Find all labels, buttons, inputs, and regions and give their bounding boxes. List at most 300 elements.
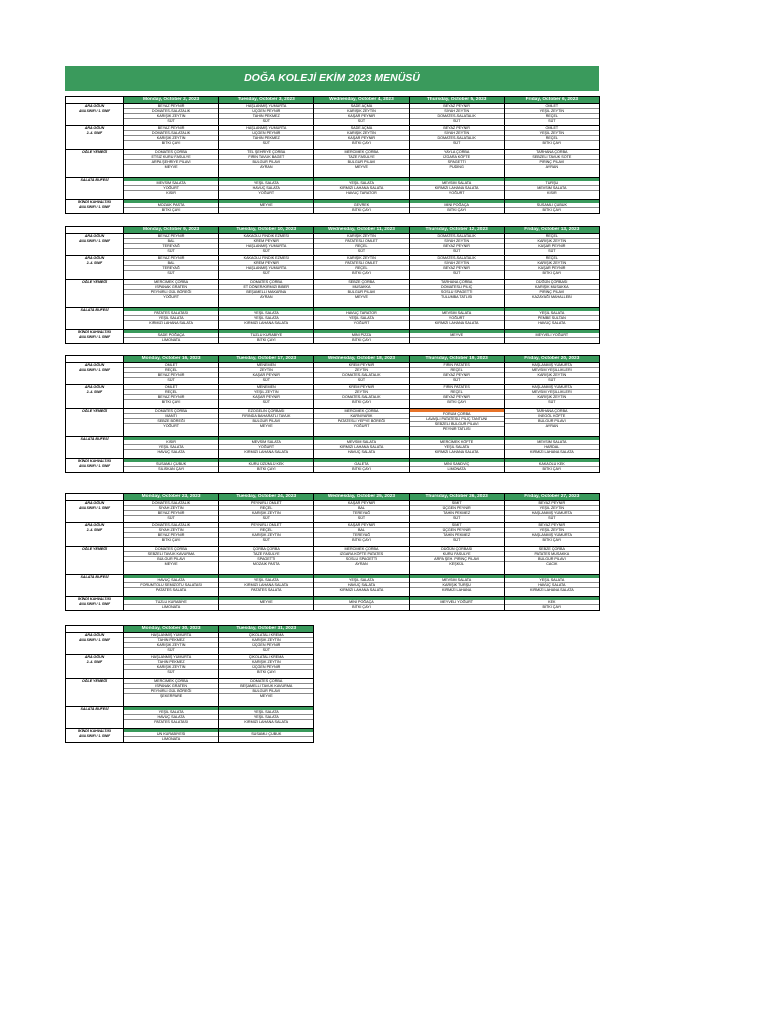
menu-item: MEVSİM SALATA: [410, 311, 504, 316]
menu-item: BİTKİ ÇAYI: [542, 467, 562, 472]
menu-item: SÜT: [548, 516, 556, 521]
meal-label-line: ARA ÖĞÜN: [84, 655, 105, 659]
meal-label-line: ARA ÖĞÜN: [84, 523, 105, 527]
menu-item: KARIŞIK ZEYTİN: [124, 136, 218, 141]
menu-item: KREM PEYNİR: [219, 239, 313, 244]
menu-cell: [314, 308, 409, 330]
menu-item: YOĞURT: [448, 191, 465, 196]
menu-item: SEBZELİ BULGUR PİLAVI: [410, 422, 504, 427]
meal-row: [66, 729, 314, 743]
menu-cell: [124, 234, 219, 256]
day-header: Friday, October 6, 2023: [504, 97, 599, 104]
menu-item: LAVAŞLI PATATESLİ PİLİÇ TANTUNİ: [410, 417, 504, 422]
menu-cell: [504, 104, 599, 126]
day-header: Wednesday, October 4, 2023: [314, 97, 409, 104]
menu-item: KAŞAR PEYNİR: [314, 136, 408, 141]
menu-cell: [219, 655, 314, 679]
menu-item: HAŞLANMIŞ YUMURTA: [505, 385, 599, 390]
menu-item: KIRMIZI LAHANA SALATA: [339, 588, 384, 593]
menu-item: KEK: [505, 600, 599, 605]
menu-cell: [219, 409, 314, 437]
menu-cell: [124, 655, 219, 679]
menu-item: SÜT: [357, 516, 366, 521]
menu-item: DOMATES ÇORBA: [219, 280, 313, 285]
menu-item: SÜT: [262, 271, 270, 276]
menu-cell: [219, 330, 314, 344]
day-header: Thursday, October 19, 2023: [409, 356, 504, 363]
menu-item: PEYNİRLİ OMLET: [219, 501, 313, 506]
menu-item: LİMONATA: [161, 605, 181, 610]
menu-item: KAŞAR PEYNİR: [219, 373, 313, 378]
menu-item: SİYAH ZEYTİN: [410, 131, 504, 136]
meal-label-line: ÖĞLE YEMEĞİ: [81, 280, 108, 284]
menu-item: KREM PEYNİR: [219, 261, 313, 266]
menu-item: KAKAOLU KEK: [505, 462, 599, 467]
menu-cell: [124, 178, 219, 200]
menu-item: SPAGETTİ: [219, 557, 313, 562]
menu-cell: [314, 409, 409, 437]
menu-item: REÇEL: [314, 244, 408, 249]
day-header: Monday, October 23, 2023: [124, 494, 219, 501]
meal-label-line: SALATA BÜFESİ: [80, 437, 109, 441]
menu-cell: [314, 385, 409, 409]
menu-item: BULGUR PİLAVI: [314, 290, 408, 295]
meal-row: [66, 280, 600, 308]
menu-item: TAHİN PEKMEZ: [124, 638, 218, 643]
meal-label-line: ANA SINIFI / 1. SINIF: [78, 204, 111, 209]
menu-item: AYRAN: [260, 295, 273, 300]
meal-label: [66, 707, 124, 729]
meal-label-line: ANA SINIFI / 1. SINIF: [78, 733, 111, 738]
menu-cell: [219, 104, 314, 126]
menu-cell: [409, 501, 504, 523]
menu-item: FIRIN TAVUK BAGET: [219, 155, 313, 160]
meal-label-line: İKİNDİ KAHVALTISI: [78, 597, 111, 601]
menu-item: KARIŞIK ZEYTİN: [314, 109, 408, 114]
menu-cell: [219, 280, 314, 308]
week-table: [65, 625, 314, 743]
menu-item: BEYAZ PEYNİR: [505, 501, 599, 506]
menu-item: DÜĞÜN ÇORBASI: [410, 547, 504, 552]
menu-cell: [219, 200, 314, 214]
menu-item: KARNIYARIK: [314, 414, 408, 419]
menu-item: SÜT: [548, 249, 556, 254]
menu-item: BULGUR PİLAVI: [505, 557, 599, 562]
menu-cell: [314, 126, 409, 150]
menu-cell: [314, 523, 409, 547]
menu-item: ET DÖNER/KIRMIZI BİBER: [219, 285, 313, 290]
menu-item: MERCİMEK ÇORBA: [124, 679, 218, 684]
menu-item: SOSLU SPAGETTİ: [314, 557, 408, 562]
menu-cell: [219, 459, 314, 473]
menu-item: OMLET: [124, 385, 218, 390]
menu-cell: [124, 523, 219, 547]
menu-item: BULGUR PİLAVI: [505, 419, 599, 424]
meal-row: [66, 633, 314, 655]
menu-item: BULGUR PİLAVI: [219, 419, 313, 424]
menu-item: [505, 338, 599, 342]
menu-item: ZEYTİN: [314, 390, 408, 395]
menu-cell: [409, 126, 504, 150]
menu-item: DOMATES-SALATALIK: [124, 131, 218, 136]
meal-label-line: ANA SINIFI / 1. SINIF: [78, 334, 111, 339]
menu-item: YEŞİL SALATA: [219, 710, 313, 715]
menu-cell: [124, 501, 219, 523]
menu-cell: [219, 256, 314, 280]
meal-row: [66, 501, 600, 523]
menu-cell: [409, 597, 504, 611]
menu-item: KAKAOLU FINDIK EZMESİ: [219, 256, 313, 261]
menu-item: KAŞAR PEYNİR: [314, 523, 408, 528]
menu-cell: [504, 308, 599, 330]
menu-item: BEYAZ PEYNİR: [410, 395, 504, 400]
menu-item: TAHİN PEKMEZ: [410, 511, 504, 516]
menu-item: BAL: [314, 506, 408, 511]
menu-item: FORUMTOLU SEMİZOTU SALATASI: [124, 583, 218, 588]
meal-label-line: 2.-4. SINIF: [86, 260, 103, 265]
menu-item: KAŞAR PEYNİR: [505, 266, 599, 271]
menu-cell: [504, 547, 599, 575]
menu-cell: [219, 501, 314, 523]
menu-item: LİMONATA: [447, 467, 466, 472]
meal-row: [66, 547, 600, 575]
menu-item: BİTKİ ÇAYI: [542, 141, 562, 146]
menu-item: HAŞLANMIŞ YUMURTA: [219, 104, 313, 109]
menu-cell: [124, 707, 219, 729]
menu-item: DOMATES-SALATALIK: [410, 234, 504, 239]
day-header: Friday, October 13, 2023: [504, 227, 599, 234]
menu-item: MENEMEN: [219, 385, 313, 390]
menu-item: BİTKİ ÇAYI: [352, 208, 371, 213]
menu-cell: [504, 178, 599, 200]
menu-item: SÜT: [262, 141, 270, 146]
menu-item: YOĞURT: [163, 295, 179, 300]
menu-item: REÇEL: [219, 506, 313, 511]
menu-cell: [124, 437, 219, 459]
menu-item: MEVSİM SALATA: [505, 186, 599, 191]
menu-item: DOMATES-SALATALIK: [314, 395, 408, 400]
menu-cell: [504, 523, 599, 547]
menu-cell: [219, 150, 314, 178]
menu-cell: [219, 308, 314, 330]
menu-item: TAHİN PEKMEZ: [219, 114, 313, 119]
meal-label: [66, 234, 124, 256]
meal-label-line: ÖĞLE YEMEĞİ: [81, 679, 108, 683]
menu-item: [410, 605, 504, 609]
menu-item: OMLET: [505, 104, 599, 109]
menu-item: PİRİNÇ PİLAVI: [505, 160, 599, 165]
menu-item: HAVUÇ SALATA: [124, 578, 218, 583]
menu-cell: [124, 104, 219, 126]
menu-item: PATATES MUSAKKA: [505, 552, 599, 557]
menu-item: SEBZE ÇORBA: [314, 280, 408, 285]
menu-cell: [219, 126, 314, 150]
menu-item: KIRMIZI LAHANA SALATA: [434, 321, 479, 326]
menu-item: DOMATES-SALATALIK: [410, 136, 504, 141]
meal-label: [66, 104, 124, 126]
menu-item: SÜT: [262, 119, 270, 124]
menu-item: REÇEL: [505, 114, 599, 119]
meal-label: [66, 459, 124, 473]
menu-item: PATATESLİ OMLET: [314, 239, 408, 244]
menu-item: OMLET: [124, 363, 218, 368]
menu-item: BİTKİ ÇAYI: [542, 208, 562, 213]
day-header: Monday, October 9, 2023: [124, 227, 219, 234]
menu-item: KARIŞIK ZEYTİN: [505, 395, 599, 400]
menu-item: KARIŞIK ZEYTİN: [219, 638, 313, 643]
menu-cell: [219, 633, 314, 655]
menu-cell: [124, 633, 219, 655]
menu-item: KARIŞIK ZEYTİN: [505, 373, 599, 378]
meal-row: [66, 126, 600, 150]
meal-row: [66, 234, 600, 256]
menu-item: YEŞİL SALATA: [124, 316, 218, 321]
menu-item: PATATES SALATA: [251, 588, 282, 593]
day-header: Thursday, October 12, 2023: [409, 227, 504, 234]
meal-label-line: ANA SINIFI / 1. SINIF: [78, 238, 111, 243]
menu-item: MİNİ POĞAÇA: [314, 600, 408, 605]
header-corner: [66, 97, 124, 104]
menu-cell: [124, 256, 219, 280]
menu-item: BULGUR PİLAVI: [314, 160, 408, 165]
meal-row: [66, 597, 600, 611]
menu-item: MANTI: [124, 414, 218, 419]
menu-cell: [124, 679, 219, 707]
menu-item: SÜT: [452, 516, 461, 521]
menu-item: KIRMIZI LAHANA SALATA: [244, 321, 289, 326]
menu-item: REÇEL: [124, 368, 218, 373]
menu-item: DOMATESLİ PİLİÇ: [410, 285, 504, 290]
day-header: Tuesday, October 3, 2023: [219, 97, 314, 104]
menu-item: PATATES SALATASI: [124, 311, 218, 316]
menu-cell: [219, 234, 314, 256]
menu-item: TAHİN PEKMEZ: [124, 660, 218, 665]
menu-item: MEVSİM SALATA: [219, 440, 313, 445]
menu-cell: [124, 547, 219, 575]
menu-item: MİNİ PİZZA: [314, 333, 408, 338]
menu-item: BEYAZ PEYNİR: [124, 126, 218, 131]
day-header: Tuesday, October 10, 2023: [219, 227, 314, 234]
menu-item: MEVSİM SALATA: [124, 181, 218, 186]
menu-cell: [504, 437, 599, 459]
menu-cell: [409, 437, 504, 459]
menu-item: BULGUR PİLAVI: [124, 557, 218, 562]
meal-row: [66, 679, 314, 707]
menu-item: SÜT: [548, 119, 556, 124]
menu-cell: [504, 575, 599, 597]
menu-item: HAVUÇ SALATA: [505, 583, 599, 588]
menu-item: GALETA: [314, 462, 408, 467]
menu-item: KAŞAR PEYNİR: [219, 395, 313, 400]
menu-item: BEYAZ PEYNİR: [124, 511, 218, 516]
menu-item: SEBZE ÇORBA: [505, 547, 599, 552]
menu-item: YEŞİL SALATA: [219, 715, 313, 720]
menu-item: BAL: [124, 261, 218, 266]
menu-item: TARHANA ÇORBA: [505, 409, 599, 414]
menu-item: YEŞİL ZEYTİN: [505, 131, 599, 136]
menu-item: SÜT: [167, 119, 175, 124]
menu-cell: [124, 126, 219, 150]
day-header: Thursday, October 5, 2023: [409, 97, 504, 104]
menu-item: BEYAZ PEYNİR: [410, 104, 504, 109]
menu-item: BEYAZ PEYNİR: [124, 104, 218, 109]
menu-item: SÜT: [548, 378, 556, 383]
menu-item: BİTKİ ÇAYI: [352, 538, 371, 543]
menu-item: BİTKİ ÇAYI: [352, 338, 371, 343]
meal-label: [66, 729, 124, 743]
menu-item: YEŞİL SALATA: [124, 710, 218, 715]
menu-item: TARHANA ÇORBA: [410, 280, 504, 285]
menu-item: LİMONATA: [161, 737, 181, 742]
menu-item: SÜT: [167, 516, 175, 521]
menu-item: BEYAZ PEYNİR: [410, 244, 504, 249]
menu-cell: [314, 459, 409, 473]
meal-label: [66, 437, 124, 459]
menu-item: YEŞİL ZEYTİN: [505, 528, 599, 533]
menu-item: PATATESLİ YEPYE BÖREĞİ: [314, 419, 408, 424]
menu-item: KARIŞIK ZEYTİN: [219, 660, 313, 665]
menu-item: HAVUÇ SALATA: [347, 450, 376, 455]
meal-row: [66, 437, 600, 459]
menu-item: SÜT: [262, 249, 270, 254]
menu-item: KIRMIZI LAHANA SALATA: [314, 186, 408, 191]
menu-item: MEVSİM YEŞİLLİKLERİ: [505, 390, 599, 395]
day-header: Tuesday, October 17, 2023: [219, 356, 314, 363]
menu-item: MENEMEN: [219, 363, 313, 368]
menu-item: İNEGÖL KÖFTE: [505, 414, 599, 419]
meal-label: [66, 597, 124, 611]
menu-item: MEYVE: [164, 562, 178, 567]
menu-cell: [314, 330, 409, 344]
menu-item: MEYVE: [219, 203, 313, 208]
menu-item: MEVSİM SALATA: [314, 440, 408, 445]
menu-item: DOMATES ÇORBA: [124, 150, 218, 155]
menu-item: TULUMBA TATLISI: [440, 295, 473, 300]
menu-item: MEYVELİ YOĞURT: [410, 600, 504, 605]
menu-item: KISIR: [166, 191, 176, 196]
meal-row: [66, 655, 314, 679]
menu-item: ISPANAK GRATEN: [124, 684, 218, 689]
menu-item: OMLET: [505, 126, 599, 131]
menu-cell: [219, 707, 314, 729]
day-header: Tuesday, October 31, 2023: [219, 626, 314, 633]
menu-item: FIRIN PATATES: [410, 385, 504, 390]
menu-cell: [124, 575, 219, 597]
week-table: [65, 355, 600, 473]
menu-cell: [314, 597, 409, 611]
menu-item: BİTKİ ÇAYI: [161, 141, 181, 146]
day-header: Monday, October 16, 2023: [124, 356, 219, 363]
menu-cell: [409, 104, 504, 126]
meal-label-line: SALATA BÜFESİ: [80, 178, 109, 182]
menu-item: KREM PEYNİR: [314, 363, 408, 368]
menu-cell: [314, 104, 409, 126]
menu-item: KAKAOLU FINDIK EZMESİ: [219, 234, 313, 239]
menu-cell: [504, 501, 599, 523]
menu-cell: [504, 409, 599, 437]
menu-item: SUSAMLI ÇUBUK: [124, 462, 218, 467]
meal-label: [66, 547, 124, 575]
menu-item: KARIŞIK ZEYTİN: [124, 665, 218, 670]
menu-item: YEŞİL SALATA: [314, 181, 408, 186]
menu-item: PEYNİRLİ GÜL BÖREĞİ: [124, 290, 218, 295]
menu-cell: [504, 597, 599, 611]
menu-item: TURŞU: [505, 181, 599, 186]
meal-row: [66, 707, 314, 729]
meal-row: [66, 409, 600, 437]
menu-item: EZOGELİN ÇORBASI: [219, 409, 313, 414]
menu-item: HAVUÇ SALATA: [219, 186, 313, 191]
menu-cell: [219, 385, 314, 409]
menu-cell: [409, 459, 504, 473]
menu-item: BİTKİ ÇAYI: [352, 141, 371, 146]
menu-item: SÜT: [167, 378, 175, 383]
menu-item: MOZAİK PASTA: [124, 203, 218, 208]
menu-item: DÜĞÜN ÇORBASI: [505, 280, 599, 285]
menu-cell: [409, 409, 504, 437]
meal-label-line: 2.-4. SINIF: [86, 659, 103, 664]
menu-item: KURU ÜZÜMLÜ KEK: [219, 462, 313, 467]
menu-item: BEYAZ PEYNİR: [124, 256, 218, 261]
menu-item: IZGARA KÖFTE PATATES: [314, 552, 408, 557]
menu-item: BULGUR PİLAVI: [219, 689, 313, 694]
menu-item: HARDAL: [505, 445, 599, 450]
menu-item: SEBZELİ TAVUK KAVURMA: [124, 552, 218, 557]
meal-label-line: 2.-4. SINIF: [86, 130, 103, 135]
menu-item: BEYAZ PEYNİR: [124, 234, 218, 239]
meal-label-line: ANA SINIFI / 1. SINIF: [78, 601, 111, 606]
meal-label-line: ANA SINIFI / 1. SINIF: [78, 367, 111, 372]
meal-label-line: İKİNDİ KAHVALTISI: [78, 200, 111, 204]
menu-item: HAŞLANMIŞ YUMURTA: [505, 363, 599, 368]
menu-item: YOĞURT: [163, 424, 179, 429]
menu-item: UÇGEN PEYNİR: [219, 109, 313, 114]
menu-item: TAHİN PEKMEZ: [219, 136, 313, 141]
menu-item: [219, 605, 313, 609]
menu-item: YEŞİL SALATA: [124, 445, 218, 450]
menu-item: KAŞAR PEYNİR: [314, 114, 408, 119]
menu-item: MİNİ POĞAÇA: [410, 203, 504, 208]
menu-item: SÜT: [167, 249, 175, 254]
menu-item: KIRMIZI LAHANA SALATA: [314, 445, 408, 450]
menu-item: DOMATES ÇORBA: [219, 679, 313, 684]
menu-item: KAZAYAĞI MAHALLEBİ: [532, 295, 572, 300]
menu-item: TUZLU KURABİYE: [219, 333, 313, 338]
meal-label: [66, 178, 124, 200]
menu-cell: [314, 575, 409, 597]
menu-item: BEYAZ PEYNİR: [124, 533, 218, 538]
menu-item: BİTKİ ÇAYI: [447, 400, 466, 405]
menu-item: TARHANA ÇORBA: [505, 150, 599, 155]
menu-item: SİLİSKAN ÇAYI: [158, 467, 185, 472]
menu-item: SİYAH ZEYTİN: [410, 239, 504, 244]
menu-item: KARIŞIK ZEYTİN: [219, 533, 313, 538]
menu-item: YEŞİL SALATA: [219, 578, 313, 583]
menu-item: CACIK: [546, 562, 558, 567]
menu-item: TEREYAĞ: [124, 266, 218, 271]
menu-item: SÜT: [452, 378, 461, 383]
meal-label: [66, 523, 124, 547]
menu-item: MEVSİM SALATA: [410, 578, 504, 583]
menu-cell: [314, 501, 409, 523]
meal-label-line: ANA SINIFI / 1. SINIF: [78, 463, 111, 468]
menu-item: HAŞLANMIŞ YUMURTA: [219, 126, 313, 131]
menu-item: REÇEL: [505, 234, 599, 239]
menu-item: MEYVELİ YOĞURT: [505, 333, 599, 338]
menu-cell: [124, 280, 219, 308]
menu-item: KIRMIZI LAHANA: [442, 588, 472, 593]
menu-item: REÇEL: [124, 390, 218, 395]
